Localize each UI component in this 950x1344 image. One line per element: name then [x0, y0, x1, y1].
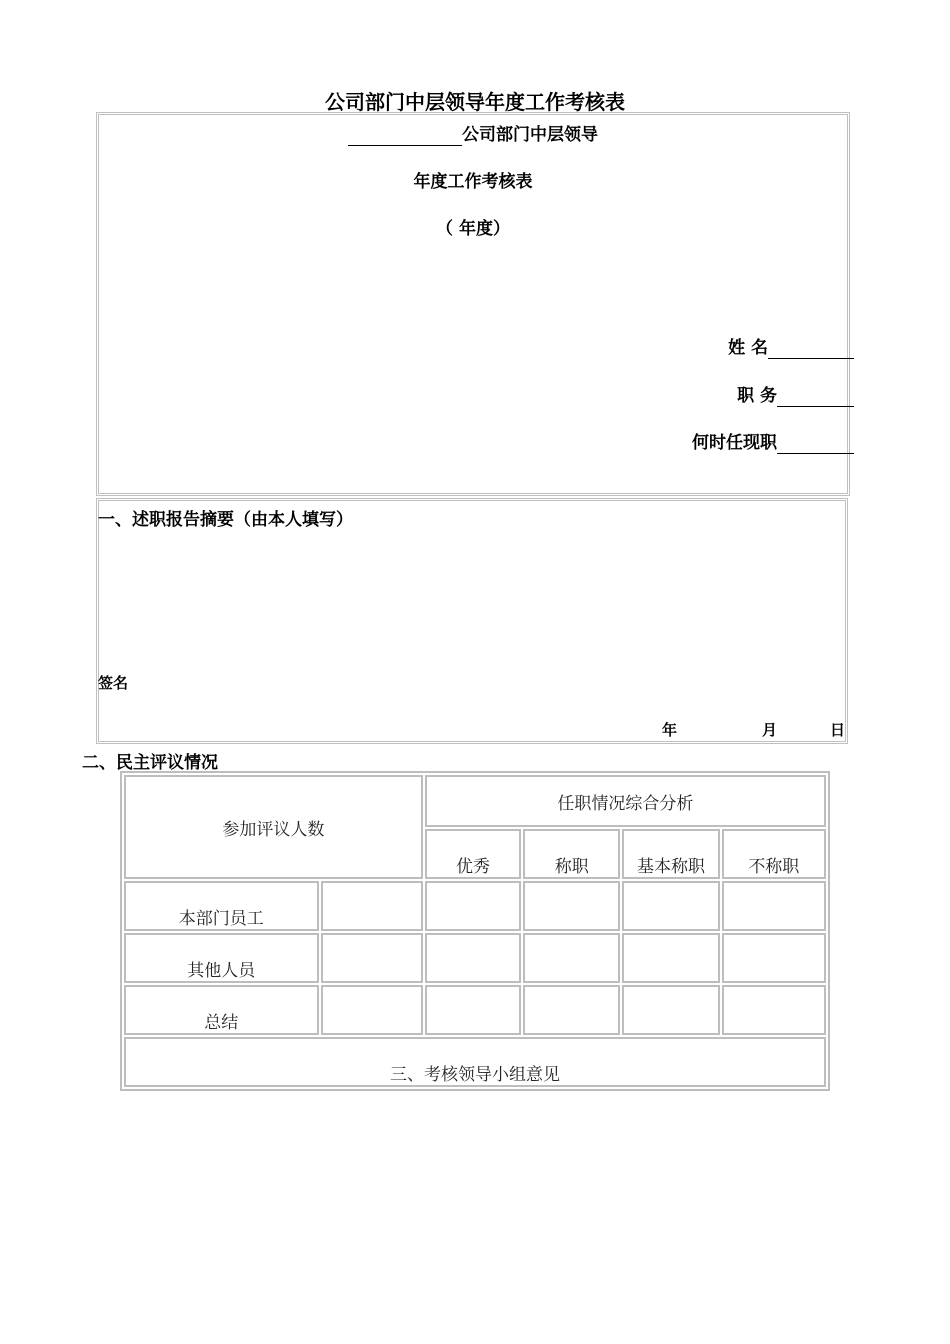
incompetent-cell[interactable]: [722, 881, 826, 931]
count-cell[interactable]: [321, 881, 423, 931]
incompetent-cell[interactable]: [722, 933, 826, 983]
since-field[interactable]: [777, 433, 854, 454]
count-cell[interactable]: [321, 985, 423, 1035]
col-excellent: 优秀: [425, 829, 521, 879]
row-label: 本部门员工: [124, 881, 319, 931]
basically-competent-cell[interactable]: [622, 985, 719, 1035]
company-blank[interactable]: [348, 125, 462, 146]
excellent-cell[interactable]: [425, 933, 521, 983]
cover-line-1-text: 公司部门中层领导: [462, 125, 598, 145]
table-row: [124, 933, 826, 983]
signature-label: 签名: [98, 674, 129, 692]
excellent-cell[interactable]: [425, 985, 521, 1035]
competent-cell[interactable]: [523, 881, 620, 931]
section1-heading: 一、述职报告摘要（由本人填写）: [98, 510, 353, 530]
cover-line-3: （ 年度）: [436, 219, 510, 239]
document-title: 公司部门中层领导年度工作考核表: [325, 90, 625, 114]
competent-cell[interactable]: [523, 933, 620, 983]
col-incompetent: 不称职: [722, 829, 826, 879]
section3-heading: 三、考核领导小组意见: [124, 1037, 826, 1087]
name-field-row: [728, 333, 854, 359]
excellent-cell[interactable]: [425, 881, 521, 931]
cover-line-2: 年度工作考核表: [413, 172, 533, 192]
row-label: 其他人员: [124, 933, 319, 983]
participants-header: 参加评议人数: [124, 775, 423, 879]
report-summary-box: [96, 498, 848, 744]
col-basically-competent: 基本称职: [622, 829, 719, 879]
basically-competent-cell[interactable]: [622, 933, 719, 983]
table-row: [124, 881, 826, 931]
date-month-label: 月: [762, 721, 778, 739]
since-label: 何时任现职: [692, 433, 777, 453]
date-day-label: 日: [830, 721, 846, 739]
analysis-header: 任职情况综合分析: [425, 775, 826, 827]
position-field-row: [737, 381, 854, 407]
cover-line-1: [96, 120, 850, 146]
position-field[interactable]: [777, 386, 854, 407]
section2-heading: 二、民主评议情况: [82, 753, 218, 773]
basically-competent-cell[interactable]: [622, 881, 719, 931]
name-field[interactable]: [768, 338, 854, 359]
col-competent: 称职: [523, 829, 620, 879]
count-cell[interactable]: [321, 933, 423, 983]
date-year-label: 年: [662, 721, 678, 739]
incompetent-cell[interactable]: [722, 985, 826, 1035]
name-label: 姓 名: [728, 338, 768, 358]
since-field-row: [692, 428, 854, 454]
evaluation-table: [120, 771, 830, 1091]
position-label: 职 务: [737, 386, 777, 406]
table-row: [124, 985, 826, 1035]
competent-cell[interactable]: [523, 985, 620, 1035]
row-label: 总结: [124, 985, 319, 1035]
